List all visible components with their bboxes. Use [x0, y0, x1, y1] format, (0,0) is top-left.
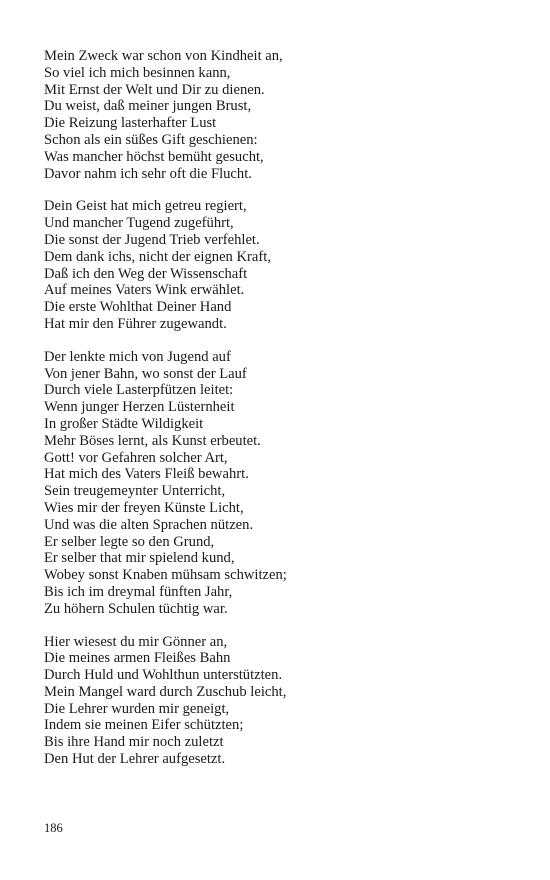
poem-line: Die Lehrer wurden mir geneigt, — [44, 700, 230, 717]
poem-line: Daß ich den Weg der Wissenschaft — [44, 265, 248, 282]
poem-line: Sein treugemeynter Unterricht, — [44, 483, 226, 500]
stanza-4 — [44, 634, 524, 768]
poem-line: Dem dank ichs, nicht der eignen Kraft, — [44, 248, 271, 265]
stanza-1 — [44, 48, 524, 182]
poem-line: Zu höhern Schulen tüchtig war. — [44, 600, 228, 617]
poem-line: Mehr Böses lernt, als Kunst erbeutet. — [44, 432, 261, 449]
stanza-2 — [44, 198, 524, 332]
poem-line: Von jener Bahn, wo sonst der Lauf — [44, 365, 247, 382]
poem-line: Indem sie meinen Eifer schützten; — [44, 717, 244, 734]
poem-line: Bis ich im dreymal fünften Jahr, — [44, 583, 233, 600]
poem-line: Die Reizung lasterhafter Lust — [44, 115, 217, 132]
poem-line: Er selber legte so den Grund, — [44, 533, 215, 550]
poem-line: Mein Mangel ward durch Zuschub leicht, — [44, 683, 287, 700]
poem-line: Auf meines Vaters Wink erwählet. — [44, 282, 245, 299]
poem-line: In großer Städte Wildigkeit — [44, 415, 204, 432]
poem-line: Davor nahm ich sehr oft die Flucht. — [44, 165, 252, 182]
poem-line: So viel ich mich besinnen kann, — [44, 64, 231, 81]
page-number: 186 — [44, 821, 63, 835]
poem-line: Mit Ernst der Welt und Dir zu dienen. — [44, 81, 265, 98]
poem-line: Hat mir den Führer zugewandt. — [44, 315, 227, 332]
poem-line: Mein Zweck war schon von Kindheit an, — [44, 48, 283, 64]
poem-line: Hier wiesest du mir Gönner an, — [44, 633, 228, 650]
poem-line: Er selber that mir spielend kund, — [44, 550, 235, 567]
poem-line: Und mancher Tugend zugeführt, — [44, 215, 234, 232]
poem-line: Wies mir der freyen Künste Licht, — [44, 499, 244, 516]
poem-line: Wobey sonst Knaben mühsam schwitzen; — [44, 567, 287, 584]
poem-line: Der lenkte mich von Jugend auf — [44, 348, 231, 365]
poem-line: Durch viele Lasterpfützen leitet: — [44, 382, 234, 399]
poem-line: Was mancher höchst bemüht gesucht, — [44, 148, 264, 165]
stanza-3 — [44, 349, 524, 618]
poem-line: Hat mich des Vaters Fleiß bewahrt. — [44, 466, 249, 483]
poem-line: Gott! vor Gefahren solcher Art, — [44, 449, 228, 466]
poem-line: Die sonst der Jugend Trieb verfehlet. — [44, 231, 260, 248]
poem-line: Bis ihre Hand mir noch zuletzt — [44, 734, 224, 751]
poem-line: Schon als ein süßes Gift geschienen: — [44, 131, 258, 148]
poem-line: Den Hut der Lehrer aufgesetzt. — [44, 751, 226, 768]
poem-line: Du weist, daß meiner jungen Brust, — [44, 98, 252, 115]
poem-line: Und was die alten Sprachen nützen. — [44, 516, 254, 533]
poem-text — [44, 48, 524, 784]
poem-line: Durch Huld und Wohlthun unterstützten. — [44, 667, 283, 684]
poem-line: Die erste Wohlthat Deiner Hand — [44, 299, 232, 316]
poem-line: Die meines armen Fleißes Bahn — [44, 650, 231, 667]
poem-line: Dein Geist hat mich getreu regiert, — [44, 198, 247, 215]
poem-line: Wenn junger Herzen Lüsternheit — [44, 399, 235, 416]
